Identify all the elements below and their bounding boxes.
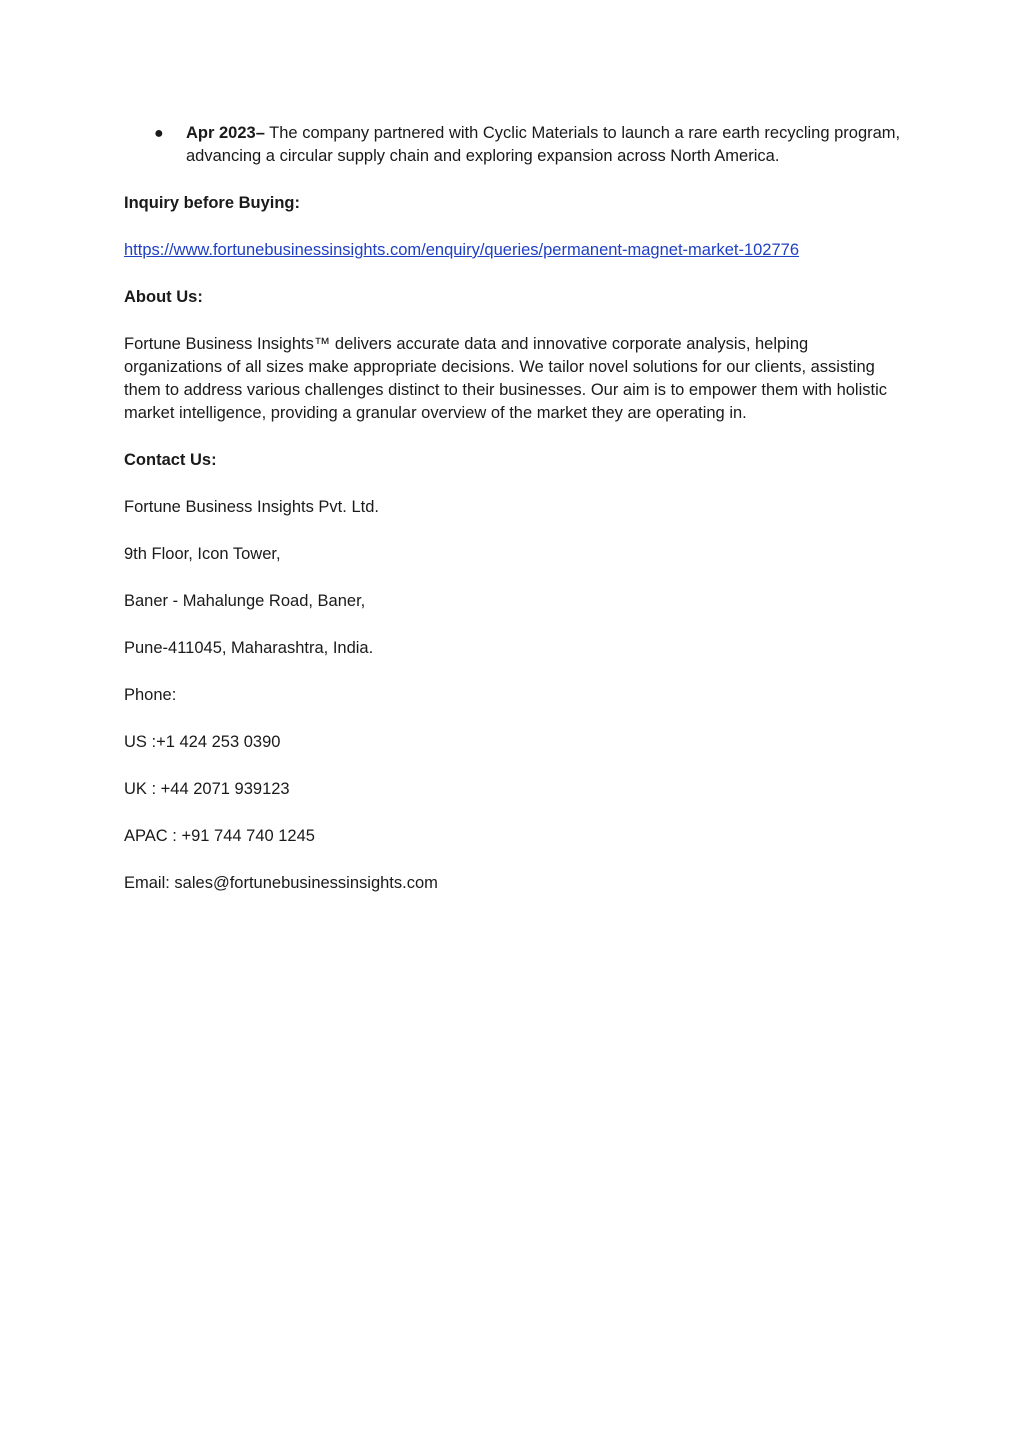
inquiry-heading: Inquiry before Buying: (124, 194, 301, 212)
bullet-icon: ● (154, 125, 164, 142)
contact-address-line1: 9th Floor, Icon Tower, (124, 545, 281, 563)
contact-phone-apac: APAC : +91 744 740 1245 (124, 827, 315, 845)
contact-email: Email: sales@fortunebusinessinsights.com (124, 874, 438, 892)
about-paragraph: Fortune Business Insights™ delivers accurate data and innovative corporate analysis, helping organizations of all sizes make appropriate decisions. We tailor novel solutions for our clients, assisting them to address various challenges distinct to their businesses. Our aim is to empower them with holistic market intelligence, providing a granular overview of the market they are operating in. (124, 335, 888, 422)
about-heading: About Us: (124, 288, 203, 306)
contact-address-line3: Pune-411045, Maharashtra, India. (124, 639, 374, 657)
contact-phone-us: US :+1 424 253 0390 (124, 733, 281, 751)
document-content (124, 122, 904, 895)
update-bullet-text (186, 122, 904, 168)
contact-phone-label: Phone: (124, 686, 177, 704)
contact-heading: Contact Us: (124, 451, 217, 469)
contact-phone-uk: UK : +44 2071 939123 (124, 780, 290, 798)
update-date-label: Apr 2023– (186, 124, 265, 142)
inquiry-link[interactable]: https://www.fortunebusinessinsights.com/enquiry/queries/permanent-magnet-market-102776 (124, 241, 800, 259)
contact-address-line2: Baner - Mahalunge Road, Baner, (124, 592, 366, 610)
contact-company: Fortune Business Insights Pvt. Ltd. (124, 498, 379, 516)
update-bullet-item (154, 122, 904, 168)
update-description: The company partnered with Cyclic Materials to launch a rare earth recycling program, advancing a circular supply chain and exploring expansion across North America. (186, 124, 901, 165)
